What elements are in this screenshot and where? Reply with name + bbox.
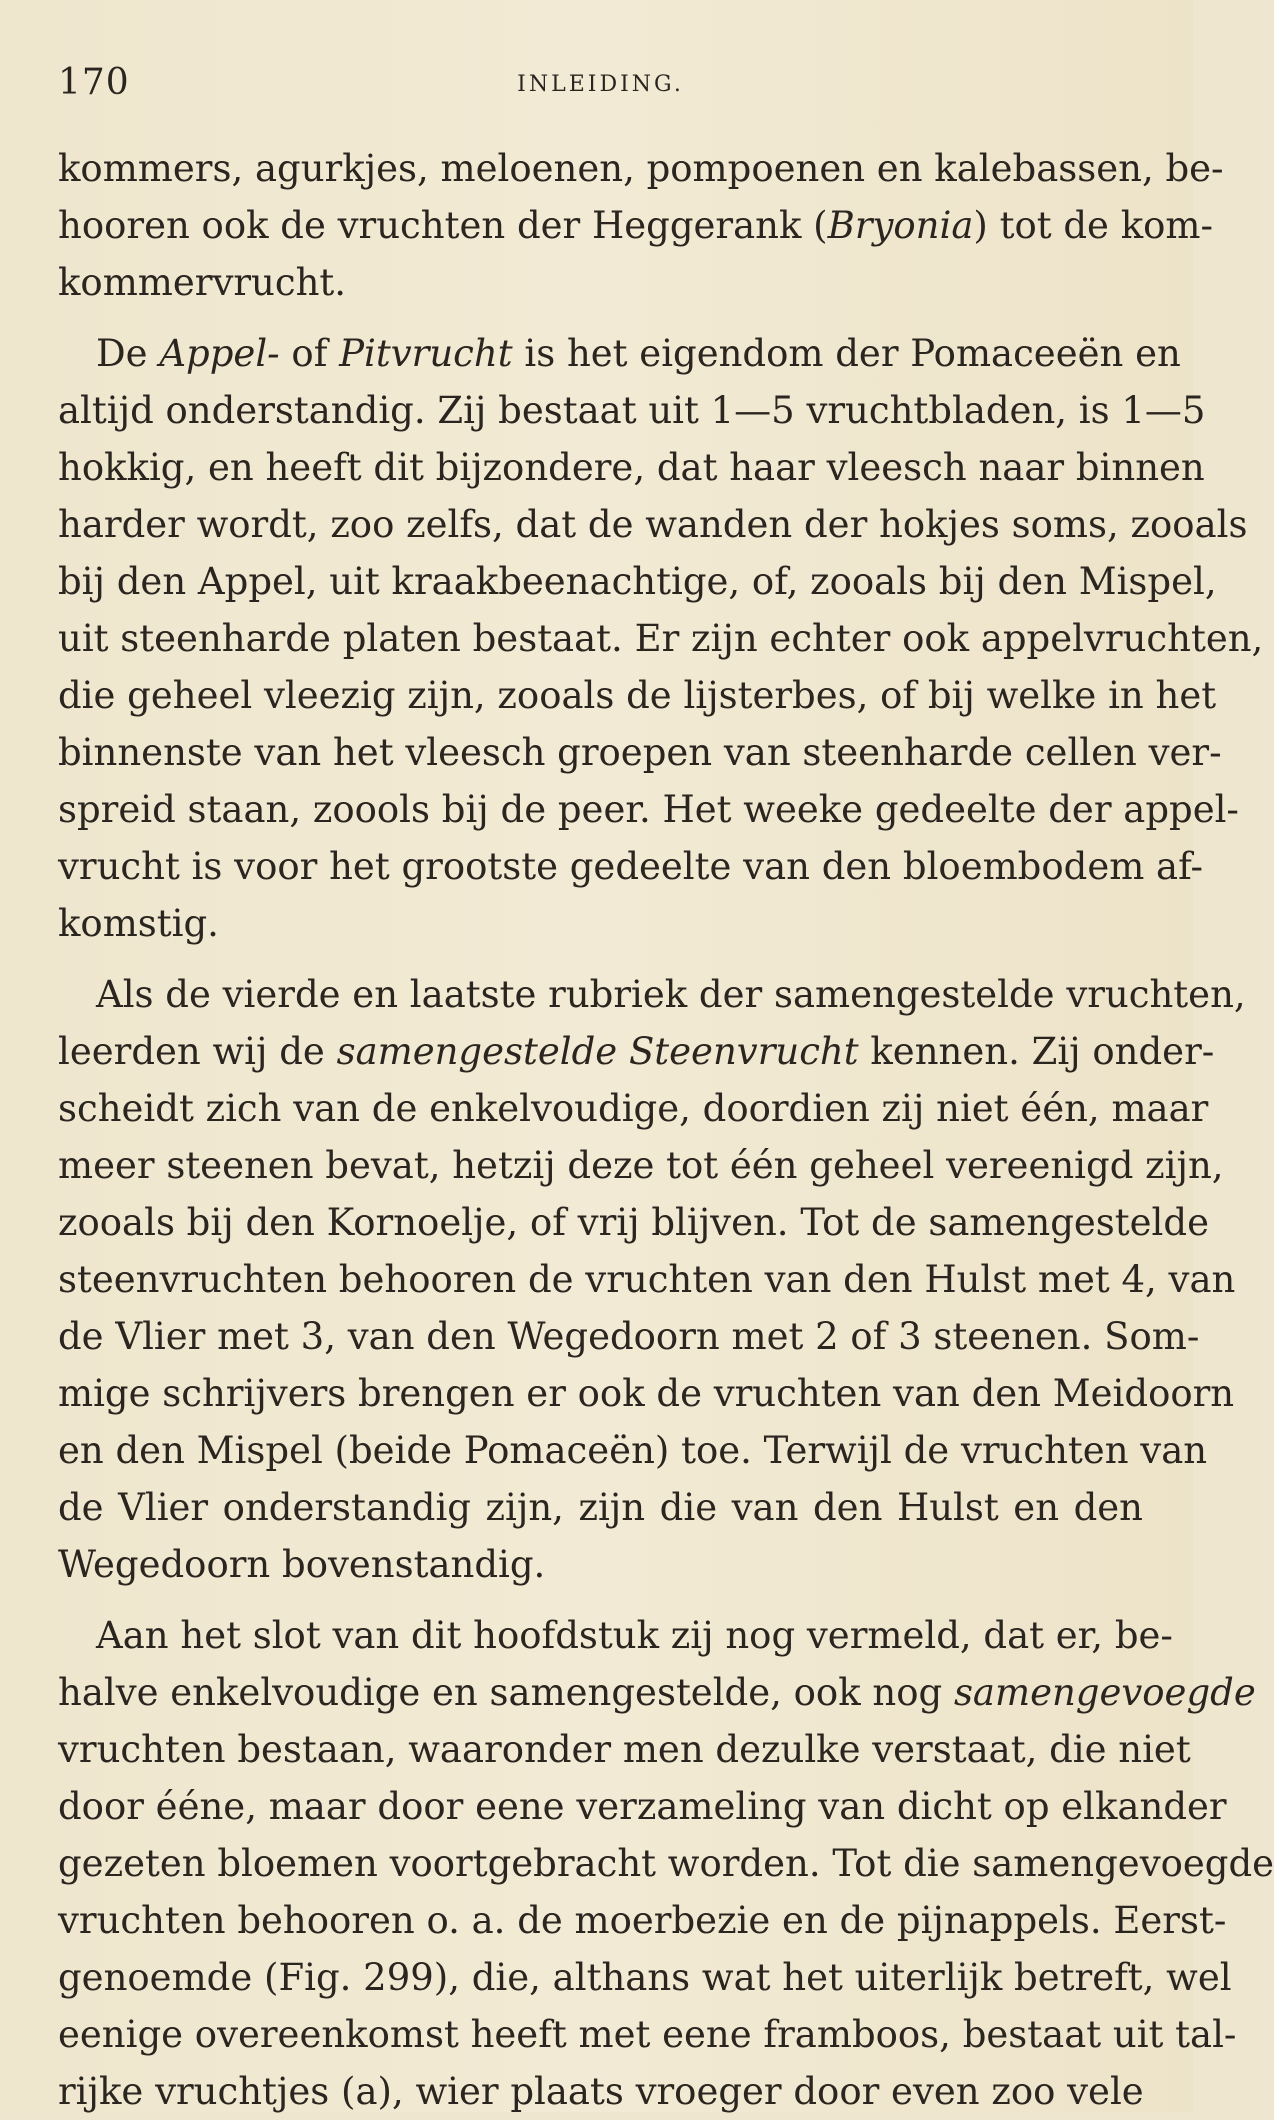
text-run: komstig. xyxy=(58,902,219,945)
text-run: binnenste van het vleesch groepen van steenharde cellen ver- xyxy=(58,731,1222,774)
text-run: ) tot de kom- xyxy=(973,204,1214,247)
text-run: rijke vruchtjes (a), wier plaats vroeger door even zoo vele xyxy=(58,2070,1144,2113)
text-line xyxy=(58,667,1217,724)
text-line xyxy=(58,1080,1209,1137)
text-line xyxy=(58,781,1239,838)
text-run: spreid staan, zoools bij de peer. Het weeke gedeelte der appel- xyxy=(58,788,1239,831)
text-run: scheidt zich van de enkelvoudige, doordien zij niet één, maar xyxy=(58,1087,1209,1130)
text-line xyxy=(58,439,1205,496)
text-line xyxy=(58,1365,1235,1422)
text-line xyxy=(58,1194,1209,1251)
text-run: steenvruchten behooren de vruchten van den Hulst met 4, van xyxy=(58,1258,1236,1301)
text-line xyxy=(58,2063,1143,2120)
text-run: vruchten behooren o. a. de moerbezie en de pijnappels. Eerst- xyxy=(58,1899,1227,1942)
text-run: hokkig, en heeft dit bijzondere, dat haar vleesch naar binnen xyxy=(58,446,1205,489)
text-line xyxy=(58,1308,1200,1365)
text-run: Als de vierde en laatste rubriek der samengestelde vruchten, xyxy=(96,973,1246,1016)
text-run: is het eigendom der Pomaceeën en xyxy=(512,332,1181,375)
text-run: eenige overeenkomst heeft met eene framboos, bestaat uit tal- xyxy=(58,2013,1237,2056)
text-run: zooals bij den Kornoelje, of vrij blijven. Tot de samengestelde xyxy=(58,1201,1209,1244)
text-run: Aan het slot van dit hoofdstuk zij nog vermeld, dat er, be- xyxy=(96,1614,1173,1657)
text-run: gezeten bloemen voortgebracht worden. Tot die samengevoegde xyxy=(58,1842,1274,1885)
italic-term: Bryonia xyxy=(827,204,974,247)
text-run: leerden wij de xyxy=(58,1030,337,1073)
text-run: uit steenharde platen bestaat. Er zijn echter ook appelvruchten, xyxy=(58,617,1264,660)
text-line xyxy=(58,325,1181,382)
text-run: die geheel vleezig zijn, zooals de lijsterbes, of bij welke in het xyxy=(58,674,1217,717)
page-number: 170 xyxy=(58,62,130,103)
text-run: kommers, agurkjes, meloenen, pompoenen en kalebassen, be- xyxy=(58,147,1224,190)
text-line xyxy=(58,254,1143,311)
text-line xyxy=(58,1422,1208,1479)
text-line xyxy=(58,895,1143,952)
text-line xyxy=(58,1892,1227,1949)
text-line xyxy=(58,724,1222,781)
text-run: Wegedoorn bovenstandig. xyxy=(58,1543,546,1586)
text-line xyxy=(58,140,1224,197)
text-line xyxy=(58,382,1206,439)
text-line xyxy=(58,1023,1215,1080)
text-run: de Vlier onderstandig zijn, zijn die van den Hulst en den xyxy=(58,1486,1143,1529)
text-line xyxy=(58,1778,1227,1835)
text-line xyxy=(58,496,1248,553)
text-run: harder wordt, zoo zelfs, dat de wanden der hokjes soms, zooals xyxy=(58,503,1248,546)
text-run: vruchten bestaan, waaronder men dezulke verstaat, die niet xyxy=(58,1728,1191,1771)
italic-term: Pitvrucht xyxy=(339,332,513,375)
text-line xyxy=(58,1835,1274,1892)
text-line xyxy=(58,1137,1224,1194)
text-run: bij den Appel, uit kraakbeenachtige, of, zooals bij den Mispel, xyxy=(58,560,1217,603)
text-run: door ééne, maar door eene verzameling van dicht op elkander xyxy=(58,1785,1227,1828)
italic-term: samengevoegde xyxy=(953,1671,1256,1714)
text-run: vrucht is voor het grootste gedeelte van den bloembodem af- xyxy=(58,845,1203,888)
text-line xyxy=(58,1479,1143,1536)
italic-term: samengestelde Steenvrucht xyxy=(336,1030,859,1073)
text-line xyxy=(58,2006,1237,2063)
text-line xyxy=(58,1536,1143,1593)
text-run: genoemde (Fig. 299), die, althans wat het uiterlijk betreft, wel xyxy=(58,1956,1232,1999)
text-line xyxy=(58,1949,1232,2006)
text-line xyxy=(58,838,1203,895)
running-title: INLEIDING. xyxy=(517,72,684,97)
text-run: mige schrijvers brengen er ook de vruchten van den Meidoorn xyxy=(58,1372,1235,1415)
text-line xyxy=(58,1721,1191,1778)
text-run: meer steenen bevat, hetzij deze tot één geheel vereenigd zijn, xyxy=(58,1144,1224,1187)
body-text xyxy=(58,140,1274,2120)
text-run: hooren ook de vruchten der Heggerank ( xyxy=(58,204,828,247)
text-run: kennen. Zij onder- xyxy=(858,1030,1215,1073)
text-run: De xyxy=(96,332,160,375)
text-run: halve enkelvoudige en samengestelde, ook nog xyxy=(58,1671,954,1714)
text-line xyxy=(58,610,1264,667)
page-header xyxy=(58,62,1143,122)
text-run: en den Mispel (beide Pomaceën) toe. Terwijl de vruchten van xyxy=(58,1429,1208,1472)
text-line xyxy=(58,197,1214,254)
text-run: of xyxy=(279,332,340,375)
text-line xyxy=(58,1251,1236,1308)
text-line xyxy=(58,966,1246,1023)
italic-term: Appel- xyxy=(159,332,280,375)
text-line xyxy=(58,1607,1173,1664)
text-line xyxy=(58,1664,1256,1721)
text-run: kommervrucht. xyxy=(58,261,347,304)
text-run: altijd onderstandig. Zij bestaat uit 1—5 vruchtbladen, is 1—5 xyxy=(58,389,1206,432)
text-line xyxy=(58,553,1217,610)
text-run: de Vlier met 3, van den Wegedoorn met 2 of 3 steenen. Som- xyxy=(58,1315,1200,1358)
